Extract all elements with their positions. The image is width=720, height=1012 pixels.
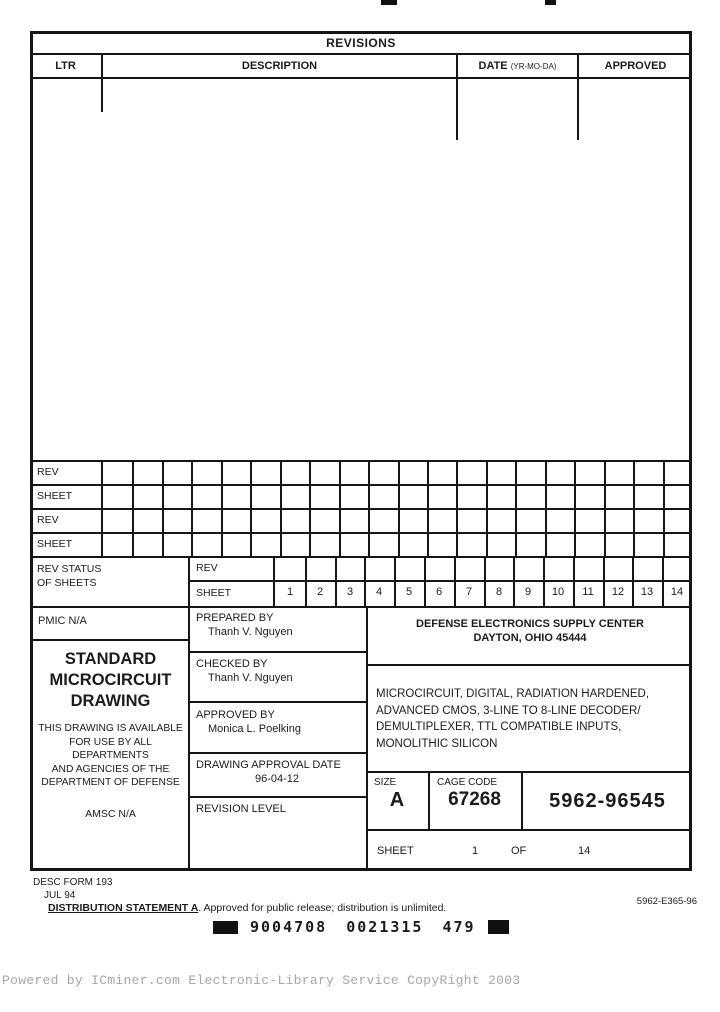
sheet-number: 9 — [524, 586, 532, 598]
sheet-number: 4 — [375, 586, 383, 598]
sheet-number: 14 — [670, 586, 684, 598]
rev-status-rev-label: REV — [196, 562, 218, 574]
sheet-number: 5 — [405, 586, 413, 598]
grid-row-label: REV — [37, 466, 59, 478]
grid-line — [30, 484, 692, 486]
agency-name: DEFENSE ELECTRONICS SUPPLY CENTER — [416, 618, 644, 630]
grid-cell-line — [484, 556, 486, 608]
cage-code-label: CAGE CODE — [437, 777, 498, 788]
sheet-number: 2 — [316, 586, 324, 598]
grid-row-label: SHEET — [37, 538, 73, 550]
checked-by-label: CHECKED BY — [196, 658, 268, 670]
availability-line: DEPARTMENT OF DEFENSE — [41, 777, 180, 788]
grid-cell-line — [663, 460, 665, 556]
rev-status-label — [37, 562, 101, 590]
availability-line: THIS DRAWING IS AVAILABLE — [38, 723, 183, 734]
description-line: MONOLITHIC SILICON — [376, 737, 498, 750]
grid-cell-line — [632, 556, 634, 608]
sheet-number: 1 — [286, 586, 294, 598]
grid-cell-line — [545, 460, 547, 556]
distribution-text: . Approved for public release; distribution is unlimited. — [198, 902, 447, 914]
grid-cell-line — [162, 460, 164, 556]
approval-date-value: 96-04-12 — [254, 773, 300, 785]
revisions-col-ltr: LTR — [55, 60, 76, 72]
distribution-statement — [48, 902, 446, 914]
doc-reference-number: 5962-E365-96 — [636, 896, 697, 907]
cage-code-value: 67268 — [448, 789, 501, 810]
grid-cell-line — [398, 460, 400, 556]
availability-statement — [33, 722, 188, 790]
availability-line: DEPARTMENTS — [72, 750, 149, 761]
pmic-value: PMIC N/A — [38, 615, 87, 627]
size-label: SIZE — [374, 777, 397, 788]
grid-cell-line — [486, 460, 488, 556]
grid-cell-line — [394, 556, 396, 608]
ident-stamp — [213, 918, 509, 936]
form-number: DESC FORM 193 — [33, 877, 113, 888]
sheet-total: 14 — [578, 845, 591, 857]
description-line: MICROCIRCUIT, DIGITAL, RADIATION HARDENED, — [376, 688, 650, 700]
grid-cell-line — [305, 556, 307, 608]
grid-line — [30, 508, 692, 510]
sheet-number: 13 — [640, 586, 654, 598]
sheet-number: 11 — [582, 586, 594, 598]
date-format-label: (YR-MO-DA) — [510, 62, 557, 71]
sheet-number: 3 — [346, 586, 354, 598]
form-date: JUL 94 — [44, 890, 76, 901]
approval-date-label: DRAWING APPROVAL DATE — [196, 759, 341, 771]
item-description — [376, 686, 686, 752]
checked-by-name: Thanh V. Nguyen — [208, 672, 293, 684]
rev-status-sheet-label: SHEET — [196, 587, 232, 599]
sheet-number: 8 — [495, 586, 503, 598]
agency-block — [368, 617, 692, 645]
grid-row-label: REV — [37, 514, 59, 526]
smd-title-line: MICROCIRCUIT — [49, 671, 172, 689]
approved-by-label: APPROVED BY — [196, 709, 275, 721]
sheet-number: 10 — [551, 586, 565, 598]
prepared-by-label: PREPARED BY — [196, 612, 274, 624]
grid-line — [101, 460, 103, 556]
grid-cell-line — [424, 556, 426, 608]
grid-cell-line — [604, 460, 606, 556]
revisions-title: REVISIONS — [326, 36, 396, 50]
sheet-number: 6 — [435, 586, 443, 598]
grid-cell-line — [339, 460, 341, 556]
grid-cell-line — [250, 460, 252, 556]
grid-cell-line — [309, 460, 311, 556]
revision-level-label: REVISION LEVEL — [196, 803, 286, 815]
grid-cell-line — [513, 556, 515, 608]
prepared-by-name: Thanh V. Nguyen — [208, 626, 293, 638]
grid-line — [30, 532, 692, 534]
distribution-title: DISTRIBUTION STATEMENT A — [48, 902, 199, 914]
grid-cell-line — [633, 460, 635, 556]
grid-cell-line — [368, 460, 370, 556]
date-label: DATE — [478, 60, 508, 72]
grid-cell-line — [543, 556, 545, 608]
grid-cell-line — [132, 460, 134, 556]
grid-cell-line — [280, 460, 282, 556]
grid-cell-line — [603, 556, 605, 608]
scan-artifact-mark — [545, 0, 556, 5]
document-number: 5962-96545 — [549, 790, 666, 812]
smd-title — [33, 649, 188, 712]
grid-cell-line — [574, 460, 576, 556]
sheet-current: 1 — [472, 845, 479, 857]
grid-cell-line — [221, 460, 223, 556]
smd-title-line: DRAWING — [70, 692, 151, 710]
rev-status-line2: OF SHEETS — [37, 577, 97, 589]
watermark-text: Powered by ICminer.com Electronic-Library Service CopyRight 2003 — [2, 973, 521, 988]
size-value: A — [389, 789, 405, 811]
grid-line — [30, 460, 692, 462]
description-line: DEMULTIPLEXER, TTL COMPATIBLE INPUTS, — [376, 721, 622, 733]
sheet-number: 12 — [611, 586, 625, 598]
sheet-number: 7 — [465, 586, 473, 598]
stamp-digits: 9004708 0021315 479 — [250, 918, 476, 936]
grid-cell-line — [454, 556, 456, 608]
grid-cell-line — [515, 460, 517, 556]
revisions-col-date — [458, 60, 577, 72]
revisions-col-approved: APPROVED — [604, 60, 667, 72]
grid-cell-line — [364, 556, 366, 608]
grid-cell-line — [573, 556, 575, 608]
approved-by-name: Monica L. Poelking — [208, 723, 301, 735]
grid-row-label: SHEET — [37, 490, 73, 502]
sheet-label: SHEET — [377, 845, 414, 857]
sheet-of-label: OF — [511, 845, 527, 857]
availability-line: AND AGENCIES OF THE — [51, 763, 170, 775]
revisions-col-description: DESCRIPTION — [241, 60, 318, 72]
agency-location: DAYTON, OHIO 45444 — [473, 632, 587, 644]
rev-status-line1: REV STATUS — [37, 563, 102, 575]
grid-cell-line — [335, 556, 337, 608]
scan-artifact-mark — [381, 0, 397, 5]
availability-line: FOR USE BY ALL — [69, 736, 152, 748]
smd-title-line: STANDARD — [64, 650, 157, 668]
grid-cell-line — [427, 460, 429, 556]
grid-cell-line — [191, 460, 193, 556]
grid-cell-line — [662, 556, 664, 608]
stamp-block-right — [488, 920, 509, 934]
stamp-block-left — [213, 921, 238, 934]
grid-cell-line — [456, 460, 458, 556]
amsc-value: AMSC N/A — [85, 808, 136, 820]
description-line: ADVANCED CMOS, 3-LINE TO 8-LINE DECODER/ — [376, 704, 641, 717]
